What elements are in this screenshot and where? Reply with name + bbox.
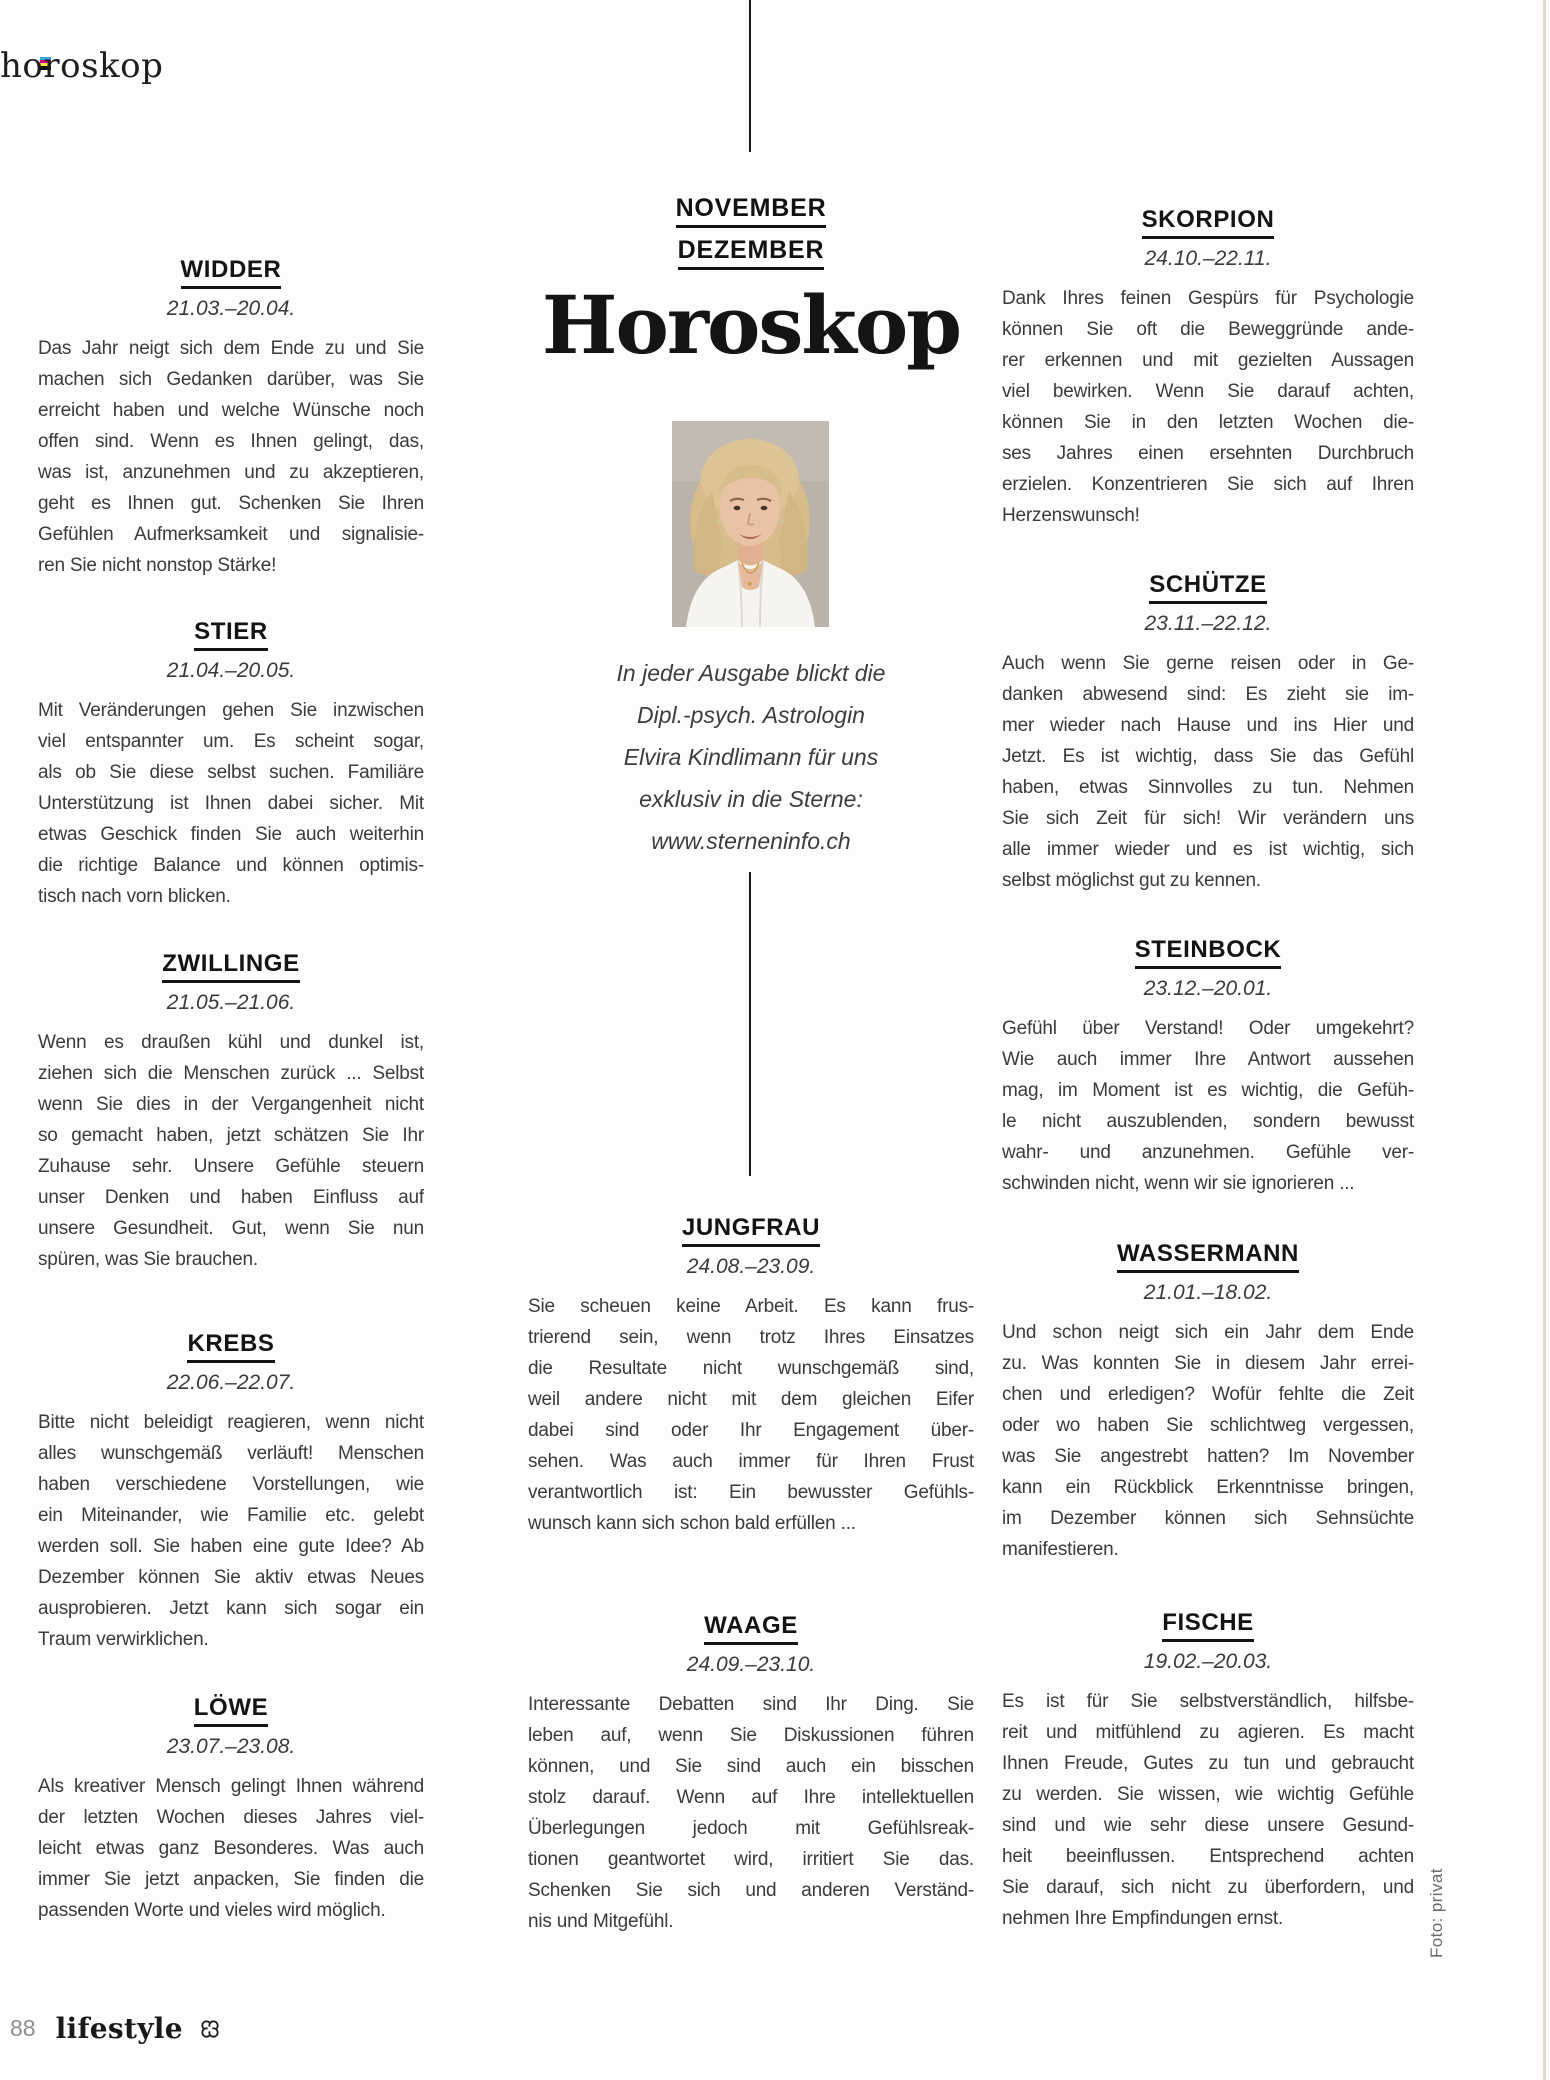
horoscope-krebs <box>38 1330 424 1655</box>
magazine-logo: lifestyle <box>55 2012 183 2045</box>
sign-text: Interessante Debatten sind Ihr Ding. Sie leben auf, wenn Sie Diskussionen führen können, und Sie sind auch ein bisschen stolz darauf. Wenn auf Ihre intellektuellen Überlegungen jedoch mit Gefühlsreak- tionen geantwortet wird, irritiert Sie das. Schenken Sie sich und anderen Verständ- nis und Mitgefühl. <box>528 1693 974 1932</box>
sign-heading: FISCHE <box>1002 1609 1414 1642</box>
horoscope-stier <box>38 618 424 912</box>
sign-heading: LÖWE <box>38 1694 424 1727</box>
sign-heading: WASSERMANN <box>1002 1240 1414 1273</box>
horoscope-zwillinge <box>38 950 424 1275</box>
sign-heading: WAAGE <box>528 1612 974 1645</box>
sign-dates: 24.09.–23.10. <box>686 1652 816 1676</box>
page-number: 88 <box>10 2015 36 2041</box>
sign-dates: 23.12.–20.01. <box>1143 976 1273 1000</box>
horoscope-wassermann <box>1002 1240 1414 1565</box>
month-november: NOVEMBER <box>676 194 827 228</box>
portrait-illustration <box>672 421 829 627</box>
sign-heading: STEINBOCK <box>1002 936 1414 969</box>
sign-dates: 22.06.–22.07. <box>166 1370 296 1394</box>
flower-icon <box>199 2018 221 2040</box>
sign-heading: STIER <box>38 618 424 651</box>
horoscope-schuetze <box>1002 571 1414 896</box>
sign-text: Es ist für Sie selbstverständlich, hilfsbe- reit und mitfühlend zu agieren. Es macht Ihnen Freude, Gutes zu tun und gebraucht zu werden. Sie wissen, wie wichtig Gefühle sind und wie sehr diese unsere Gesund- heit beeinflussen. Entsprechend achten Sie darauf, sich nicht zu überfordern, und nehmen Ihre Empfindungen ernst. <box>1002 1690 1414 1929</box>
sign-dates: 21.05.–21.06. <box>166 990 296 1014</box>
intro-text: In jeder Ausgabe blickt die Dipl.-psych. Astrologin Elvira Kindlimann für uns exklusiv in die Sterne: www.sterneninfo.ch <box>616 660 886 854</box>
month-dezember: DEZEMBER <box>678 236 825 270</box>
sign-heading: KREBS <box>38 1330 424 1363</box>
sign-text: Wenn es draußen kühl und dunkel ist, ziehen sich die Menschen zurück ... Selbst wenn Sie dies in der Vergangenheit nicht so gemacht haben, jetzt schätzen Sie Ihr Zuhause sehr. Unsere Gefühle steuern unser Denken und haben Einfluss auf unsere Gesundheit. Gut, wenn Sie nun spüren, was Sie brauchen. <box>38 1031 424 1270</box>
sign-dates: 21.01.–18.02. <box>1143 1280 1273 1304</box>
astrologer-portrait-photo <box>672 421 829 627</box>
sign-dates: 21.04.–20.05. <box>166 658 296 682</box>
sign-text: Und schon neigt sich ein Jahr dem Ende zu. Was konnten Sie in diesem Jahr errei- chen und erledigen? Wofür fehlte die Zeit oder wo haben Sie schlichtweg vergessen, was Sie angestrebt hatten? Im November kann ein Rückblick Erkenntnisse bringen, im Dezember können sich Sehnsüchte manifestieren. <box>1002 1321 1414 1560</box>
sign-heading: JUNGFRAU <box>528 1214 974 1247</box>
sign-text: Auch wenn Sie gerne reisen oder in Ge- danken abwesend sind: Es zieht sie im- mer wieder nach Hause und ins Hier und Jetzt. Es ist wichtig, dass Sie das Gefühl haben, etwas Sinnvolles zu tun. Nehmen Sie sich Zeit für sich! Wir verändern uns alle immer wieder und es ist wichtig, sich selbst möglichst gut zu kennen. <box>1002 652 1414 891</box>
horoscope-jungfrau <box>528 1214 974 1539</box>
sign-text: Dank Ihres feinen Gespürs für Psychologie können Sie oft die Beweggründe ande- rer erkennen und mit gezielten Aussagen viel bewirken. Wenn Sie darauf achten, können Sie in den letzten Wochen die- ses Jahres einen ersehnten Durchbruch erzielen. Konzentrieren Sie sich auf Ihren Herzenswunsch! <box>1002 287 1414 526</box>
horoscope-fische <box>1002 1609 1414 1934</box>
sign-text: Gefühl über Verstand! Oder umgekehrt? Wie auch immer Ihre Antwort aussehen mag, im Moment ist es wichtig, die Gefüh- le nicht auszublenden, sondern bewusst wahr- und anzunehmen. Gefühle ver- schwinden nicht, wenn wir sie ignorieren ... <box>1002 1017 1414 1194</box>
horoscope-widder <box>38 256 424 581</box>
page-edge-line <box>1543 0 1546 2080</box>
photo-credit: Foto: privat <box>1427 1868 1446 1958</box>
sign-text: Als kreativer Mensch gelingt Ihnen während der letzten Wochen dieses Jahres viel- leicht etwas ganz Besonderes. Was auch immer Sie jetzt anpacken, Sie finden die passenden Worte und vieles wird möglich. <box>38 1775 424 1921</box>
sign-text: Das Jahr neigt sich dem Ende zu und Sie machen sich Gedanken darüber, was Sie erreicht haben und welche Wünsche noch offen sind. Wenn es Ihnen gelingt, das, was ist, anzunehmen und zu akzeptieren, geht es Ihnen gut. Schenken Sie Ihren Gefühlen Aufmerksamkeit und signalisie- ren Sie nicht nonstop Stärke! <box>38 337 424 576</box>
sign-dates: 23.11.–22.12. <box>1144 611 1272 635</box>
sign-heading: WIDDER <box>38 256 424 289</box>
sign-dates: 24.08.–23.09. <box>686 1254 816 1278</box>
sign-text: Sie scheuen keine Arbeit. Es kann frus- trierend sein, wenn trotz Ihres Einsatzes die Resultate nicht wunschgemäß sind, weil andere nicht mit dem gleichen Eifer dabei sind oder Ihr Engagement über- sehen. Was auch immer für Ihren Frust verantwortlich ist: Ein bewusster Gefühls- wunsch kann sich schon bald erfüllen ... <box>528 1295 974 1534</box>
sign-text: Mit Veränderungen gehen Sie inzwischen viel entspannter um. Es scheint sogar, als ob Sie diese selbst suchen. Familiäre Unterstützung ist Ihnen dabei sicher. Mit etwas Geschick finden Sie auch weiterhin die richtige Balance und können optimis- tisch nach vorn blicken. <box>38 699 424 907</box>
sign-text: Bitte nicht beleidigt reagieren, wenn nicht alles wunschgemäß verläuft! Menschen haben verschiedene Vorstellungen, wie ein Miteinander, wie Familie etc. gelebt werden soll. Sie haben eine gute Idee? Ab Dezember können Sie aktiv etwas Neues ausprobieren. Jetzt kann sich sogar ein Traum verwirklichen. <box>38 1411 424 1650</box>
sign-dates: 23.07.–23.08. <box>166 1734 296 1758</box>
sign-heading: SCHÜTZE <box>1002 571 1414 604</box>
sign-heading: ZWILLINGE <box>38 950 424 983</box>
sign-dates: 19.02.–20.03. <box>1143 1649 1273 1673</box>
page-footer <box>10 2012 221 2045</box>
issue-months <box>528 194 974 270</box>
vertical-rule-middle <box>749 872 751 1176</box>
sign-dates: 24.10.–22.11. <box>1144 246 1272 270</box>
sign-dates: 21.03.–20.04. <box>166 296 296 320</box>
horoscope-steinbock <box>1002 936 1414 1199</box>
vertical-rule-top <box>749 0 751 152</box>
horoscope-skorpion <box>1002 206 1414 531</box>
page-title: Horoskop <box>541 278 961 372</box>
horoscope-waage <box>528 1612 974 1937</box>
section-kicker: horoskop <box>0 46 164 86</box>
horoscope-loewe <box>38 1694 424 1926</box>
sign-heading: SKORPION <box>1002 206 1414 239</box>
